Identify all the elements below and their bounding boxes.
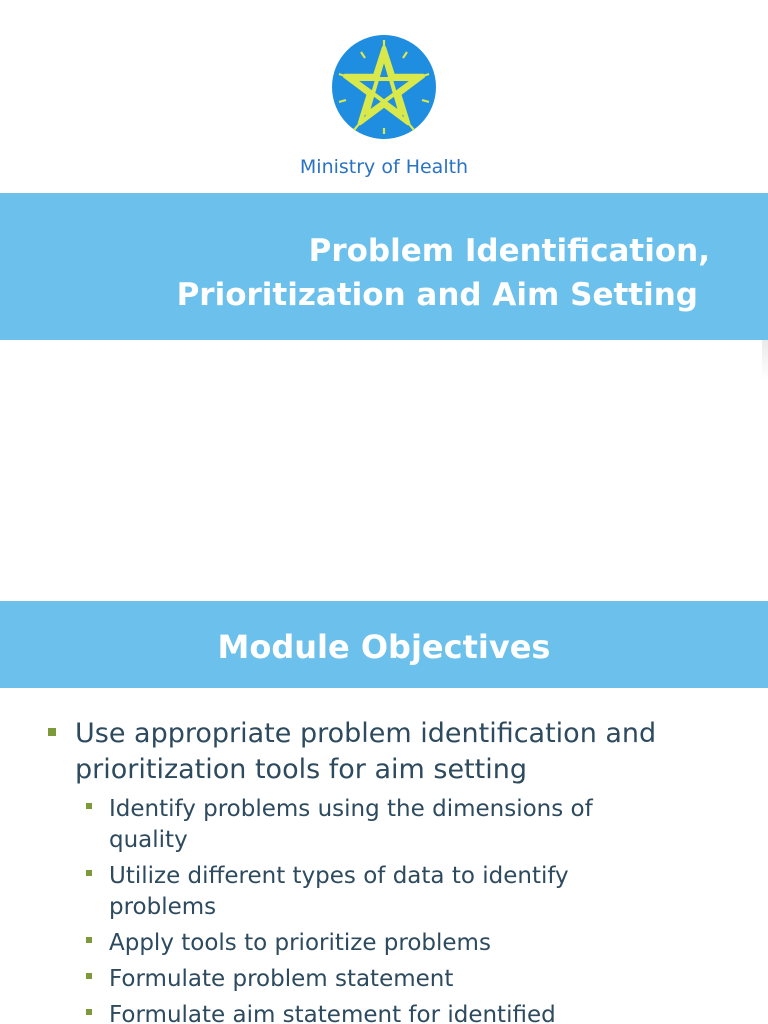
sub-objective-text: Formulate aim statement for identified xyxy=(109,1002,556,1024)
slide-title xyxy=(110,229,710,317)
sub-objective-text: Apply tools to prioritize problems xyxy=(109,930,491,956)
sub-objective-item xyxy=(0,861,669,923)
square-bullet-icon xyxy=(48,728,56,736)
sub-objective-item xyxy=(0,794,669,856)
square-bullet-icon xyxy=(86,973,92,979)
slide-title-line-1: Problem Identification, xyxy=(308,233,710,269)
square-bullet-icon xyxy=(86,870,92,876)
square-bullet-icon xyxy=(86,1009,92,1015)
objectives-heading: Module Objectives xyxy=(217,628,551,666)
sub-objective-item xyxy=(0,964,669,995)
square-bullet-icon xyxy=(86,937,92,943)
objective-item xyxy=(0,716,735,788)
objective-text: Use appropriate problem identification and prioritization tools for aim setting xyxy=(75,718,657,785)
title-banner xyxy=(0,193,768,340)
slide-title-line-2: Prioritization and Aim Setting xyxy=(176,277,698,313)
sub-objective-item xyxy=(0,1000,669,1024)
sub-objective-item xyxy=(0,928,669,959)
sub-objective-text: Formulate problem statement xyxy=(109,966,454,992)
sub-objective-text: Utilize different types of data to identify problems xyxy=(109,863,569,920)
star-emblem-icon xyxy=(331,34,437,140)
slide-edge-shadow xyxy=(762,340,768,380)
ministry-name: Ministry of Health xyxy=(299,156,469,178)
ministry-logo xyxy=(0,34,768,140)
square-bullet-icon xyxy=(86,803,92,809)
objectives-banner xyxy=(0,601,768,688)
objectives-list xyxy=(0,716,768,1024)
sub-objective-text: Identify problems using the dimensions of quality xyxy=(109,796,593,853)
